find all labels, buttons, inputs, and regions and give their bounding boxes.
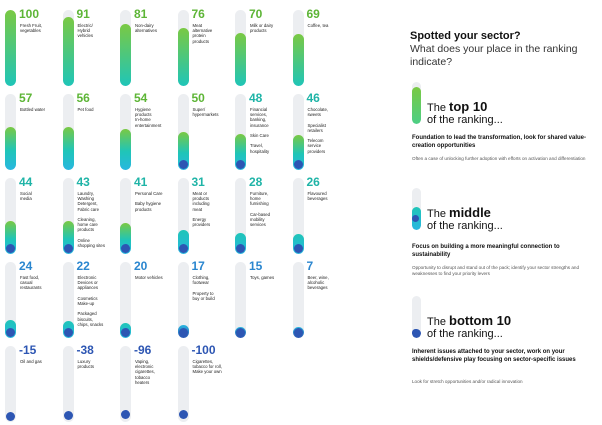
score-value: -96: [134, 343, 152, 357]
sector-label: Flavoured beverages: [307, 191, 328, 202]
score-value: 31: [191, 175, 205, 189]
sector-tile: [175, 90, 233, 172]
sector-tile: [290, 174, 348, 256]
sector-tile: [117, 90, 175, 172]
score-bar-track: [63, 10, 74, 86]
score-bar-track: [5, 10, 16, 86]
section-top-subtitle: of the ranking...: [427, 114, 503, 126]
score-bar-track: [63, 94, 74, 170]
score-bar-track: [178, 262, 189, 338]
sector-tile: [232, 174, 290, 256]
sector-tile: [2, 6, 60, 88]
sector-tile: [2, 174, 60, 256]
score-dot: [64, 244, 73, 253]
sector-label: Luxury products: [77, 359, 94, 370]
score-value: 76: [191, 7, 205, 21]
score-value: 41: [134, 175, 148, 189]
legend-dot-bottom: [412, 329, 419, 336]
sector-tile: [232, 6, 290, 88]
score-value: 26: [306, 175, 320, 189]
score-bar-track: [120, 262, 131, 338]
sector-label: Oil and gas: [20, 359, 42, 364]
score-bar-track: [5, 346, 16, 422]
sector-label: Cigarettes, tobacco for roll, Make your own: [192, 359, 222, 375]
score-dot: [179, 328, 188, 337]
score-dot: [179, 410, 188, 419]
sector-tile: [175, 258, 233, 340]
sector-label: Laundry, Washing Detergent, Fabric care Cleaning, home care products Online shopping sites: [77, 191, 105, 249]
score-value: 15: [249, 259, 263, 273]
section-top-heading: Foundation to lead the transformation, look for shared value-creation opportunities: [412, 135, 587, 149]
sector-tile: [60, 258, 118, 340]
sector-label: Fresh Fruit, vegetables: [20, 23, 42, 34]
sector-label: Bottled water: [20, 107, 46, 112]
score-bar-track: [63, 178, 74, 254]
sector-tile: [60, 174, 118, 256]
sector-label: Electronic Devices or appliances Cosmetics Make-up Packaged biscuits, chips, snacks: [77, 275, 104, 327]
score-bar-track: [293, 94, 304, 170]
sector-label: Non-dairy alternatives: [135, 23, 157, 34]
section-middle-note: Opportunity to disrupt and stand out of the pack; identify your sector strengths and weaknesses to find your priority levers: [412, 265, 580, 276]
sector-label: Clothing, footwear Property to buy or build: [192, 275, 215, 301]
score-bar-track: [293, 10, 304, 86]
sector-label: Electric/ Hybrid vehicles: [77, 23, 94, 39]
sector-tile: [117, 174, 175, 256]
score-bar-track: [178, 94, 189, 170]
sector-tile: [60, 90, 118, 172]
score-dot: [294, 160, 303, 169]
score-value: 46: [306, 91, 320, 105]
score-dot: [121, 410, 130, 419]
score-dot: [179, 160, 188, 169]
score-bar: [5, 127, 16, 170]
score-bar-track: [120, 178, 131, 254]
sector-tile: [60, 342, 118, 424]
legend-bar-top: [412, 82, 421, 124]
score-value: 56: [76, 91, 90, 105]
sector-label: Personal Care Baby hygiene products: [135, 191, 163, 212]
score-value: 100: [19, 7, 40, 21]
sector-label: Coffee, tea: [307, 23, 329, 28]
score-value: 22: [76, 259, 90, 273]
sector-label: Chocolate, sweets Specialist retailers Telecom service providers: [307, 107, 329, 154]
sector-tile: [2, 342, 60, 424]
score-bar-track: [293, 178, 304, 254]
sector-label: Pet food: [77, 107, 94, 112]
score-value: 69: [306, 7, 320, 21]
sector-label: Fast food, casual restaurants: [20, 275, 42, 291]
sector-label: Super/ hypermarkets: [192, 107, 219, 118]
score-dot: [64, 411, 73, 420]
score-value: 20: [134, 259, 148, 273]
score-bar-track: [120, 10, 131, 86]
score-bar-track: [178, 178, 189, 254]
sector-label: Vaping, electronic cigarettes, tobacco heaters: [135, 359, 155, 385]
score-bar: [5, 10, 16, 86]
section-bottom-note: Look for stretch opportunities and/or radical innovation: [412, 379, 523, 384]
score-dot: [64, 328, 73, 337]
score-value: 7: [306, 259, 314, 273]
sector-label: Milk or dairy products: [250, 23, 274, 34]
score-bar: [63, 17, 74, 86]
score-value: 50: [191, 91, 205, 105]
score-value: -15: [19, 343, 37, 357]
section-bottom-title: The bottom 10: [427, 313, 512, 328]
score-value: 54: [134, 91, 148, 105]
score-dot: [236, 244, 245, 253]
sector-label: Motor vehicles: [135, 275, 163, 280]
score-value: 24: [19, 259, 33, 273]
score-value: -100: [191, 343, 216, 357]
legend-dot-middle: [412, 215, 419, 222]
score-value: -38: [76, 343, 94, 357]
score-bar-track: [235, 10, 246, 86]
score-value: 28: [249, 175, 263, 189]
section-bottom-subtitle: of the ranking...: [427, 328, 503, 340]
legend-bar-middle: [412, 188, 421, 230]
score-bar-track: [235, 178, 246, 254]
score-value: 17: [191, 259, 205, 273]
score-dot: [6, 244, 15, 253]
sector-tile: [290, 6, 348, 88]
sector-label: Meat alternative protein products: [192, 23, 213, 44]
score-bar-track: [120, 94, 131, 170]
sector-label: Meat or products including meat Energy providers: [192, 191, 211, 228]
sector-tile: [232, 258, 290, 340]
score-bar: [120, 129, 131, 170]
score-bar-track: [5, 262, 16, 338]
score-value: 81: [134, 7, 148, 21]
score-value: 91: [76, 7, 90, 21]
sector-tile: [175, 174, 233, 256]
side-subtitle: What does your place in the ranking indicate?: [410, 43, 578, 68]
sector-label: Toys, games: [250, 275, 275, 280]
score-dot: [6, 412, 15, 421]
sector-label: Hygiene products In-home entertainment: [135, 107, 162, 128]
score-dot: [6, 328, 15, 337]
score-dot: [294, 244, 303, 253]
score-bar: [235, 33, 246, 86]
sector-label: Social media: [20, 191, 32, 202]
sector-tile: [290, 90, 348, 172]
score-bar: [178, 28, 189, 86]
score-dot: [294, 328, 303, 337]
side-panel: [410, 0, 602, 425]
sector-tile: [175, 6, 233, 88]
score-dot: [121, 244, 130, 253]
score-bar-track: [63, 262, 74, 338]
score-value: 48: [249, 91, 263, 105]
section-top-note: Often a case of unlocking further adoption with efforts on activation and differentiation: [412, 156, 586, 161]
score-bar-track: [235, 262, 246, 338]
section-bottom-heading: Inherent issues attached to your sector, work on your shields/defensive play focusing on sector-specific issues: [412, 349, 576, 363]
score-dot: [121, 328, 130, 337]
section-middle-heading: Focus on building a more meaningful connection to sustainability: [412, 244, 560, 258]
score-bar-track: [178, 10, 189, 86]
score-value: 43: [76, 175, 90, 189]
score-bar-track: [293, 262, 304, 338]
sector-tile: [2, 258, 60, 340]
section-middle-title: The middle: [427, 205, 491, 220]
score-dot: [236, 160, 245, 169]
score-value: 57: [19, 91, 33, 105]
section-top-title: The top 10: [427, 99, 488, 114]
sector-tile: [2, 90, 60, 172]
sector-label: Financial services, banking, insurance Skin Care Travel, hospitality: [250, 107, 270, 154]
sector-tile: [117, 258, 175, 340]
score-bar: [63, 127, 74, 170]
score-bar: [293, 34, 304, 86]
sector-tile: [175, 342, 233, 424]
score-bar-track: [235, 94, 246, 170]
sector-tile: [290, 258, 348, 340]
sector-label: Furniture, home furnishing Car-based mobility services: [250, 191, 271, 228]
score-value: 70: [249, 7, 263, 21]
section-middle-subtitle: of the ranking...: [427, 220, 503, 232]
score-value: 44: [19, 175, 33, 189]
sector-tile: [117, 6, 175, 88]
score-bar: [120, 24, 131, 86]
side-title: Spotted your sector?: [410, 30, 521, 42]
score-dot: [236, 328, 245, 337]
sector-label: Beer, wine, alcoholic beverages: [307, 275, 329, 291]
sector-tile: [232, 90, 290, 172]
score-dot: [179, 244, 188, 253]
score-bar-track: [5, 94, 16, 170]
score-bar-track: [5, 178, 16, 254]
sector-tile: [60, 6, 118, 88]
sector-tile: [117, 342, 175, 424]
